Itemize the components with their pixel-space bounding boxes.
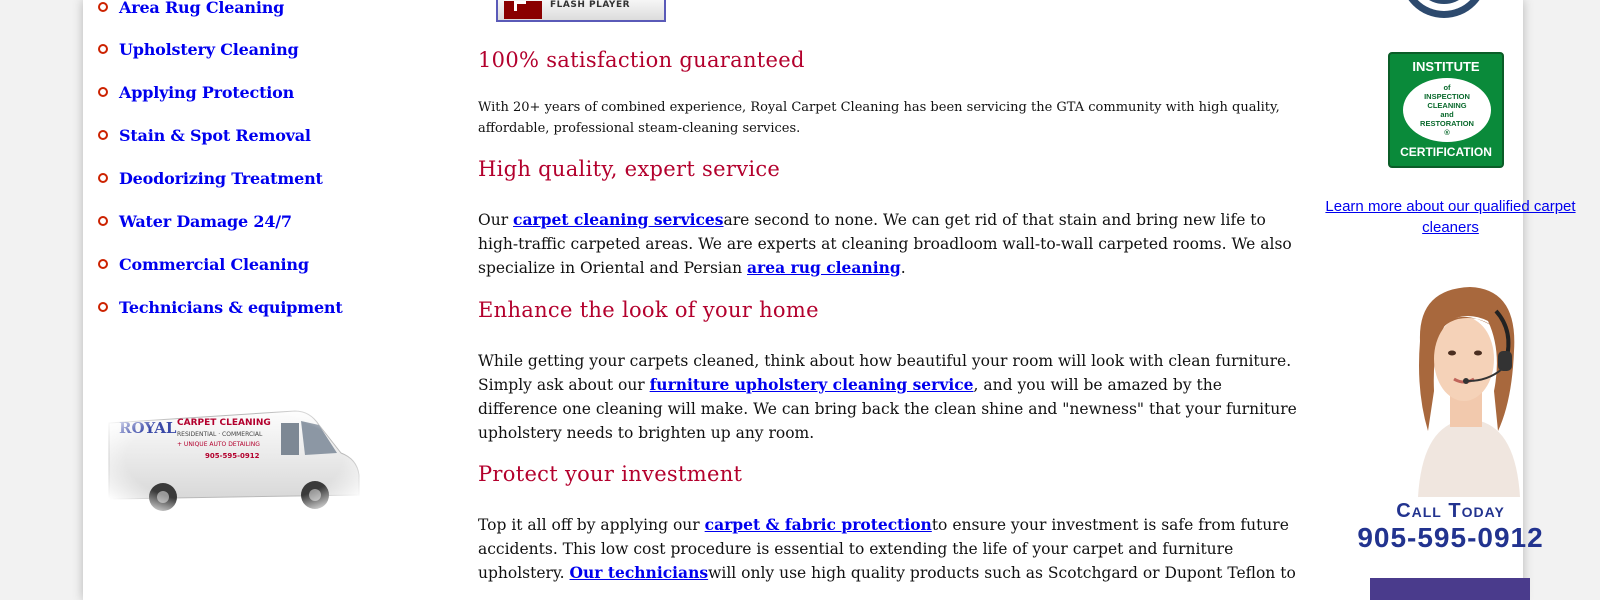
section-paragraph (478, 208, 1303, 280)
area-rug-cleaning-link[interactable]: area rug cleaning (747, 258, 901, 277)
section-heading: Protect your investment (478, 462, 743, 486)
company-van-image (105, 403, 363, 515)
section-paragraph (478, 513, 1303, 585)
bullet-icon (98, 130, 108, 140)
nav-link[interactable]: Upholstery Cleaning (119, 39, 299, 59)
section-heading: Enhance the look of your home (478, 298, 819, 322)
learn-more-link[interactable]: Learn more about our qualified carpet cleaners (1325, 198, 1576, 236)
bullet-icon (98, 44, 108, 54)
nav-link[interactable]: Deodorizing Treatment (119, 168, 323, 188)
nav-item-applying-protection[interactable] (98, 80, 294, 104)
page-container (83, 0, 1576, 600)
bullet-icon (98, 259, 108, 269)
nav-link[interactable]: Applying Protection (119, 82, 295, 102)
nav-link[interactable]: Commercial Cleaning (119, 254, 309, 274)
paragraph-text: While getting your carpets cleaned, think about how beautiful your room will look with clean furniture. Simply ask about our (478, 352, 1292, 394)
section-paragraph: With 20+ years of combined experience, Royal Carpet Cleaning has been servicing the GTA community with high quality, affordable, professional steam-cleaning services. (478, 100, 1280, 136)
section-heading: 100% satisfaction guaranteed (478, 48, 805, 72)
carpet-fabric-protection-link[interactable]: carpet & fabric protection (704, 515, 932, 534)
badge-oval-text: of (1443, 83, 1451, 92)
call-today-label: Call Today (1396, 500, 1505, 522)
our-technicians-link[interactable]: Our technicians (569, 563, 709, 582)
section-heading: High quality, expert service (478, 157, 781, 181)
paragraph-text: are second to none. We can get rid of that stain and bring new life to high-traffic carpeted areas. We are experts at cleaning broadloom wall-to-wall carpeted rooms. We also specialize in Oriental and Persian (478, 211, 1292, 277)
badge-bottom-text: CERTIFICATION (1400, 145, 1492, 159)
paragraph-text: , and you will be amazed by the difference one cleaning will make. We can bring back the clean shine and "newness" that your furniture upholstery needs to brighten up any room. (478, 376, 1297, 442)
nav-item-technicians-equipment[interactable] (98, 295, 343, 319)
nav-link[interactable]: Stain & Spot Removal (119, 125, 311, 145)
nav-link[interactable]: Area Rug Cleaning (119, 0, 285, 17)
badge-top-text: INSTITUTE (1412, 59, 1480, 74)
paragraph-text: will only use high quality products such as Scotchgard or Dupont Teflon to (708, 564, 1296, 582)
badge-oval-text: CLEANING (1427, 101, 1467, 110)
paragraph-text: . (900, 259, 906, 277)
customer-service-operator-image (1398, 281, 1536, 497)
bullet-icon (98, 302, 108, 312)
badge-oval (1403, 78, 1491, 142)
bullet-icon (98, 173, 108, 183)
flash-label: FLASH PLAYER (550, 0, 631, 10)
badge-oval-text: and (1440, 110, 1454, 119)
badge-oval-text: ® (1444, 128, 1450, 137)
get-flash-player-button[interactable] (496, 0, 666, 22)
badge-oval-text: INSPECTION (1424, 92, 1470, 101)
flash-logo-icon (504, 1, 542, 19)
furniture-upholstery-cleaning-link[interactable]: furniture upholstery cleaning service (649, 375, 974, 394)
purple-banner-button[interactable] (1370, 578, 1530, 600)
paragraph-text: Our (478, 211, 514, 229)
section-paragraph (478, 349, 1303, 445)
badge-oval-text: RESTORATION (1420, 119, 1474, 128)
paragraph-text: Top it all off by applying our (478, 516, 705, 534)
nav-item-deodorizing-treatment[interactable] (98, 166, 323, 190)
iicrc-certification-badge (1388, 52, 1504, 168)
nav-item-area-rug-cleaning[interactable] (98, 0, 284, 19)
nav-item-water-damage[interactable] (98, 209, 292, 233)
nav-item-upholstery-cleaning[interactable] (98, 37, 299, 61)
bullet-icon (98, 216, 108, 226)
bullet-icon (98, 87, 108, 97)
paragraph-text: to ensure your investment is safe from future accidents. This low cost procedure is essential to extending the life of your carpet and furniture upholstery. (478, 516, 1289, 582)
carpet-cleaning-services-link[interactable]: carpet cleaning services (513, 210, 724, 229)
nav-item-commercial-cleaning[interactable] (98, 252, 309, 276)
nav-link[interactable]: Technicians & equipment (119, 297, 343, 317)
phone-number[interactable]: 905-595-0912 (1357, 522, 1544, 553)
bullet-icon (98, 2, 108, 12)
nav-item-stain-spot-removal[interactable] (98, 123, 311, 147)
royal-seal-logo (1396, 0, 1492, 22)
nav-link[interactable]: Water Damage 24/7 (119, 211, 292, 231)
